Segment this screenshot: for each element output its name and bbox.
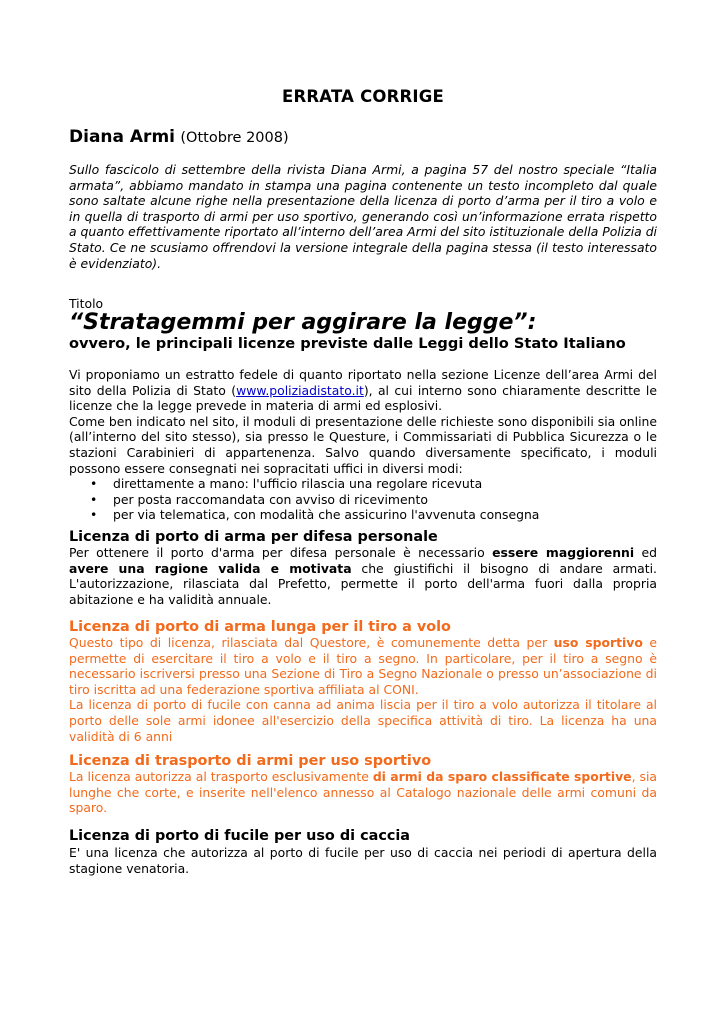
list-item: • per posta raccomandata con avviso di ricevimento [113,492,657,508]
section-heading-tiro-volo: Licenza di porto di arma lunga per il tiro a volo [69,619,451,635]
bold-run: avere una ragione valida e motivata [69,560,352,576]
polizia-link[interactable]: www.poliziadistato.it [236,382,364,398]
section-body-difesa [69,545,657,607]
text-run: e permette di esercitare il tiro a volo e il tiro a segno. In particolare, per il tiro a segno è necessario iscriversi presso una Sezione di Tiro a Segno Nazionale o presso un’associazione di tiro iscritta ad una federazione sportiva affiliata al CONI. [69,635,657,697]
section-heading-caccia: Licenza di porto di fucile per uso di caccia [69,828,411,844]
intro-paragraph: Sullo fascicolo di settembre della rivista Diana Armi, a pagina 57 del nostro speciale “Italia armata”, abbiamo mandato in stampa una pagina contenente un testo incompleto dal quale sono saltate alcune righe nella presentazione della licenza di porto d’arma per il tiro a volo e in quella di trasporto di armi per uso sportivo, generando così un’informazione errata rispetto a quanto effettivamente riportato all’interno dell’area Armi del sito istituzionale della Polizia di Stato. Ce ne scusiamo offrendovi la versione integrale della pagina stessa (il testo interessato è evidenziato). [69,162,657,271]
text-run: ), al cui interno sono chiaramente descritte le licenze che la legge prevede in materia di armi ed esplosivi. [69,382,657,414]
title-label: Titolo [69,296,104,311]
bold-run: essere maggiorenni [492,545,635,560]
paragraph-modules: Come ben indicato nel sito, il moduli di presentazione delle richieste sono disponibili sia online (all’interno del sito stesso), sia presso le Questure, i Commissariati di Pubblica Sicurezza o le stazioni Carabinieri di appartenenza. Salvo quando diversamente specificato, i moduli possono essere consegnati nei sopracitati uffici in diversi modi: [69,413,657,476]
magazine-header [69,127,289,147]
article-body [69,367,657,523]
magazine-name: Diana Armi [69,127,175,147]
paragraph-sources [69,367,657,414]
list-item: • per via telematica, con modalità che assicurino l'avvenuta consegna [113,507,657,523]
section-heading-trasporto: Licenza di trasporto di armi per uso sportivo [69,753,432,769]
text-run: che giustifichi il bisogno di andare armati. L'autorizzazione, rilasciata dal Prefetto, permette il porto dell'arma fuori dalla propria abitazione e ha validità annuale. [69,560,657,607]
bold-run: di armi da sparo classificate sportive [372,769,632,784]
text-run: ed [634,545,657,560]
text-run: Vi proponiamo un estratto fedele di quanto riportato nella sezione Licenze dell’area Armi del sito della Polizia di Stato ( [69,367,657,398]
section-heading-difesa: Licenza di porto di arma per difesa personale [69,529,438,545]
issue-date: (Ottobre 2008) [180,130,289,146]
bold-run: uso sportivo [553,635,643,650]
text-run: La licenza autorizza al trasporto esclusivamente [69,769,373,784]
section-body-tiro-volo [69,635,657,744]
page-title: ERRATA CORRIGE [282,87,444,106]
delivery-modes-list [69,476,657,523]
section-body-caccia: E' una licenza che autorizza al porto di fucile per uso di caccia nei periodi di apertura della stagione venatoria. [69,845,657,876]
list-item: • direttamente a mano: l'ufficio rilascia una regolare ricevuta [113,476,657,492]
article-subheadline: ovvero, le principali licenze previste dalle Leggi dello Stato Italiano [69,335,626,352]
text-run: , sia lunghe che corte, e inserite nell'elenco annesso al Catalogo nazionale delle armi comuni da sparo. [69,769,657,816]
paragraph-validity: La licenza di porto di fucile con canna ad anima liscia per il tiro a volo autorizza il titolare al porto delle sole armi idonee all'esercizio della specifica attività di tiro. La licenza ha una validità di 6 anni [69,697,657,744]
text-run: Per ottenere il porto d'arma per difesa personale è necessario [69,545,493,560]
article-headline: “Stratagemmi per aggirare la legge”: [69,310,537,335]
text-run: Questo tipo di licenza, rilasciata dal Questore, è comunemente detta per [69,635,554,650]
section-body-trasporto [69,769,657,816]
